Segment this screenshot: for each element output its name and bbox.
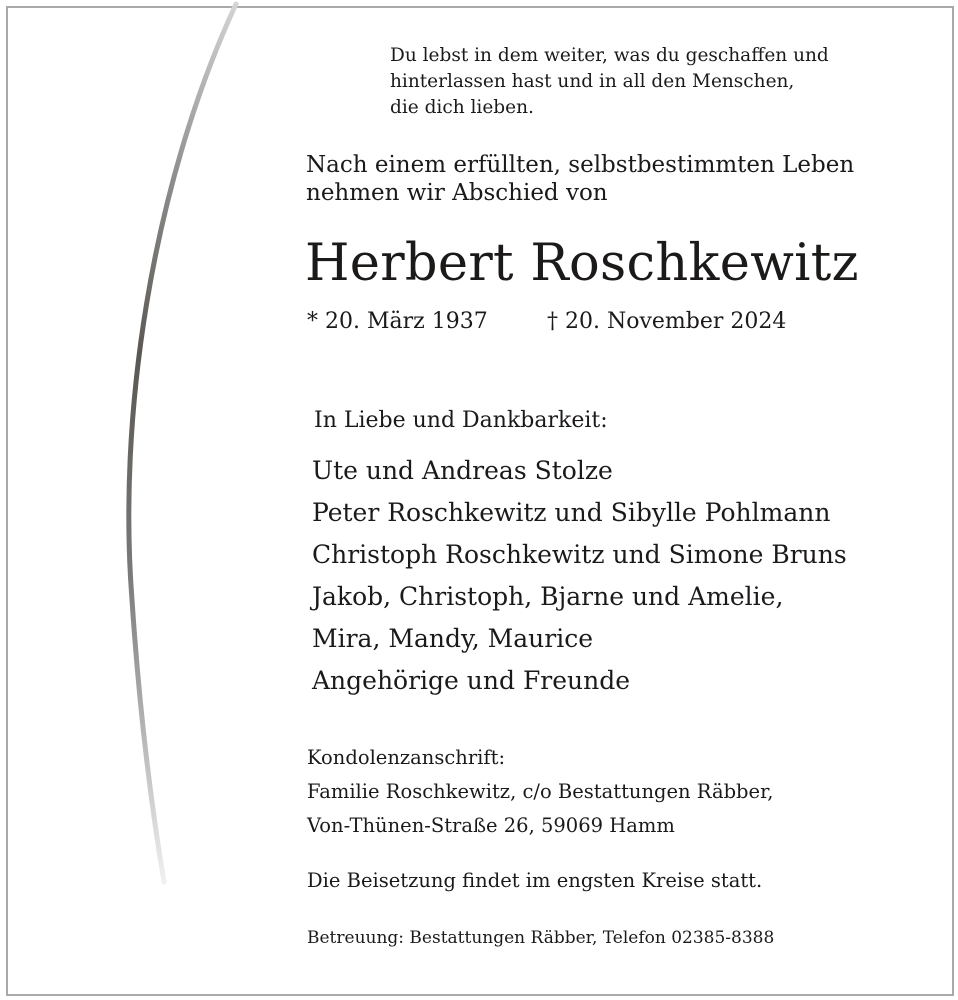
address-line: Von-Thünen-Straße 26, 59069 Hamm xyxy=(307,814,675,837)
memorial-quote xyxy=(390,43,829,121)
deceased-name: Herbert Roschkewitz xyxy=(305,234,859,293)
mourner-line: Angehörige und Freunde xyxy=(312,666,631,695)
mourner-line: Christoph Roschkewitz und Simone Bruns xyxy=(312,540,847,569)
quote-line: hinterlassen hast und in all den Menschen, xyxy=(390,71,795,92)
mourner-line: Jakob, Christoph, Bjarne und Amelie, xyxy=(312,582,784,611)
intro-line: nehmen wir Abschied von xyxy=(306,180,608,206)
mourner-line: Mira, Mandy, Maurice xyxy=(312,624,593,653)
mourner-line: Peter Roschkewitz und Sibylle Pohlmann xyxy=(312,498,831,527)
condolence-address xyxy=(307,741,773,843)
death-date: † 20. November 2024 xyxy=(547,309,787,334)
intro-text xyxy=(306,151,854,207)
address-line: Kondolenzanschrift: xyxy=(307,746,506,769)
thanks-heading: In Liebe und Dankbarkeit: xyxy=(314,408,608,433)
mourners-list xyxy=(312,450,847,702)
mourner-line: Ute und Andreas Stolze xyxy=(312,456,613,485)
funeral-home-note: Betreuung: Bestattungen Räbber, Telefon 02385-8388 xyxy=(307,928,775,948)
quote-line: Du lebst in dem weiter, was du geschaffen und xyxy=(390,45,829,66)
life-dates xyxy=(307,307,787,337)
quote-line: die dich lieben. xyxy=(390,97,534,118)
burial-note: Die Beisetzung findet im engsten Kreise statt. xyxy=(307,869,763,892)
address-line: Familie Roschkewitz, c/o Bestattungen Räbber, xyxy=(307,780,774,803)
birth-date: * 20. März 1937 xyxy=(307,309,488,334)
intro-line: Nach einem erfüllten, selbstbestimmten Leben xyxy=(306,152,855,178)
cross-vertical-arc xyxy=(129,4,236,882)
